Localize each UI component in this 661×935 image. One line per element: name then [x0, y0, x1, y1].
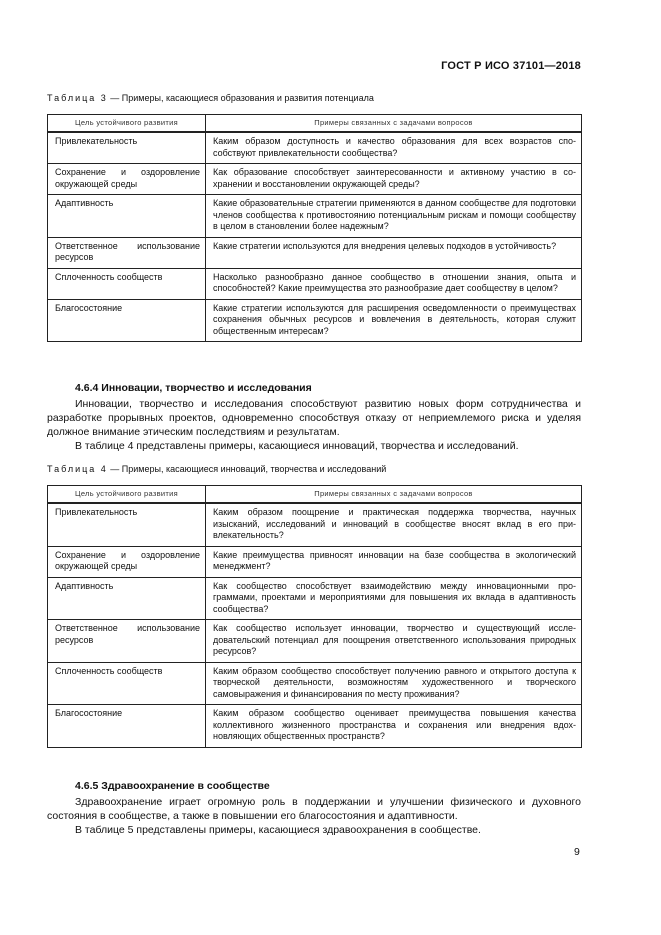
table-3-caption	[47, 93, 374, 103]
question-cell: Какие преимущества привносят инновации на базе сообщества в экологический менеджмент?	[206, 546, 582, 577]
table-4-header-questions: Примеры связанных с задачами вопросов	[206, 486, 582, 504]
table-row	[48, 577, 582, 620]
goal-cell: Сплоченность сообществ	[48, 268, 206, 299]
goal-cell: Адаптивность	[48, 195, 206, 238]
paragraph: В таблице 4 представлены примеры, касающиеся инноваций, творчества и исследований.	[75, 440, 519, 452]
paragraph: В таблице 5 представлены примеры, касающиеся здравоохранения в сообществе.	[75, 824, 481, 836]
table-row	[48, 164, 582, 195]
table-row	[48, 132, 582, 164]
table-4	[47, 485, 582, 748]
table-4-caption-label: Таблица 4	[47, 464, 108, 474]
goal-cell: Привлекательность	[48, 503, 206, 546]
goal-cell: Привлекательность	[48, 132, 206, 164]
section-4-6-5-heading: 4.6.5 Здравоохранение в сообществе	[75, 780, 270, 792]
section-4-6-5-body	[47, 795, 581, 837]
paragraph: Здравоохранение играет огромную роль в поддержании и улучшении физического и духовного состояния в сообществе, а также в повышении его благосостояния и адаптивности.	[47, 796, 581, 822]
table-row	[48, 503, 582, 546]
goal-cell: Сохранение и оздоровление окружающей среды	[48, 164, 206, 195]
page-number: 9	[574, 846, 580, 858]
table-3	[47, 114, 582, 342]
table-3-caption-text: — Примеры, касающиеся образования и развития потенциала	[107, 93, 374, 103]
question-cell: Как сообщество способствует взаимодействию между инновационными программами, проектами и мероприятиями для повышения их вклада в адаптивность сообщества?	[206, 577, 582, 620]
standard-designation: ГОСТ Р ИСО 37101—2018	[441, 60, 581, 72]
table-row	[48, 705, 582, 748]
table-row	[48, 237, 582, 268]
table-row	[48, 546, 582, 577]
table-3-header-questions: Примеры связанных с задачами вопросов	[206, 115, 582, 133]
paragraph: Инновации, творчество и исследования способствуют развитию новых форм сотрудничества и разработке прорывных проектов, одновременно способствуя отказу от неприемлемого риска и уделяя должное внимание этическим последствиям и результатам.	[47, 398, 581, 438]
goal-cell: Адаптивность	[48, 577, 206, 620]
question-cell: Какие образовательные стратегии применяются в данном сообществе для подготовки членов сообщества к противостоянию потенциальным рискам и помощи сообществу в целом в становлении более надежным?	[206, 195, 582, 238]
goal-cell: Сохранение и оздоровление окружающей среды	[48, 546, 206, 577]
table-3-caption-label: Таблица 3	[47, 93, 108, 103]
table-row	[48, 195, 582, 238]
table-row	[48, 299, 582, 342]
goal-cell: Сплоченность сообществ	[48, 662, 206, 705]
question-cell: Каким образом сообщество оценивает преимущества повышения качества коллективного жизненного пространства и сохранения или внедрения вдохновляющих общественных пространств?	[206, 705, 582, 748]
table-4-caption	[47, 464, 386, 474]
question-cell: Каким образом сообщество способствует получению равного и открытого доступа к творческой деятельности, возможностям художественного и творческого самовыражения и финансирования по месту проживания?	[206, 662, 582, 705]
question-cell: Насколько разнообразно данное сообщество в отношении знания, опыта и способностей? Какие преимущества это разнообразие дает сообществу в целом?	[206, 268, 582, 299]
table-row	[48, 620, 582, 663]
question-cell: Как сообщество использует инновации, творчество и существующий исследовательский потенциал для поощрения ответственного использования природных ресурсов?	[206, 620, 582, 663]
table-3-header-goal: Цель устойчивого развития	[48, 115, 206, 133]
table-4-caption-text: — Примеры, касающиеся инноваций, творчества и исследований	[107, 464, 387, 474]
question-cell: Какие стратегии используются для внедрения целевых подходов в устойчивость?	[206, 237, 582, 268]
section-4-6-4-body	[47, 397, 581, 453]
goal-cell: Благосостояние	[48, 705, 206, 748]
section-4-6-4-heading: 4.6.4 Инновации, творчество и исследования	[75, 382, 312, 394]
question-cell: Каким образом поощрение и практическая поддержка творчества, научных изысканий, исследований и инноваций в сообществе вносят вклад в его привлекательность?	[206, 503, 582, 546]
goal-cell: Благосостояние	[48, 299, 206, 342]
goal-cell: Ответственное использование ресурсов	[48, 237, 206, 268]
question-cell: Какие стратегии используются для расширения осведомленности о преимуществах сохранения обычных ресурсов и вовлечения в деятельность, которая служит общественным интересам?	[206, 299, 582, 342]
table-4-header-goal: Цель устойчивого развития	[48, 486, 206, 504]
table-row	[48, 662, 582, 705]
goal-cell: Ответственное использование ресурсов	[48, 620, 206, 663]
table-row	[48, 268, 582, 299]
question-cell: Каким образом доступность и качество образования для всех возрастов способствуют привлекательности сообщества?	[206, 132, 582, 164]
question-cell: Как образование способствует заинтересованности и активному участию в сохранении и восстановлении окружающей среды?	[206, 164, 582, 195]
